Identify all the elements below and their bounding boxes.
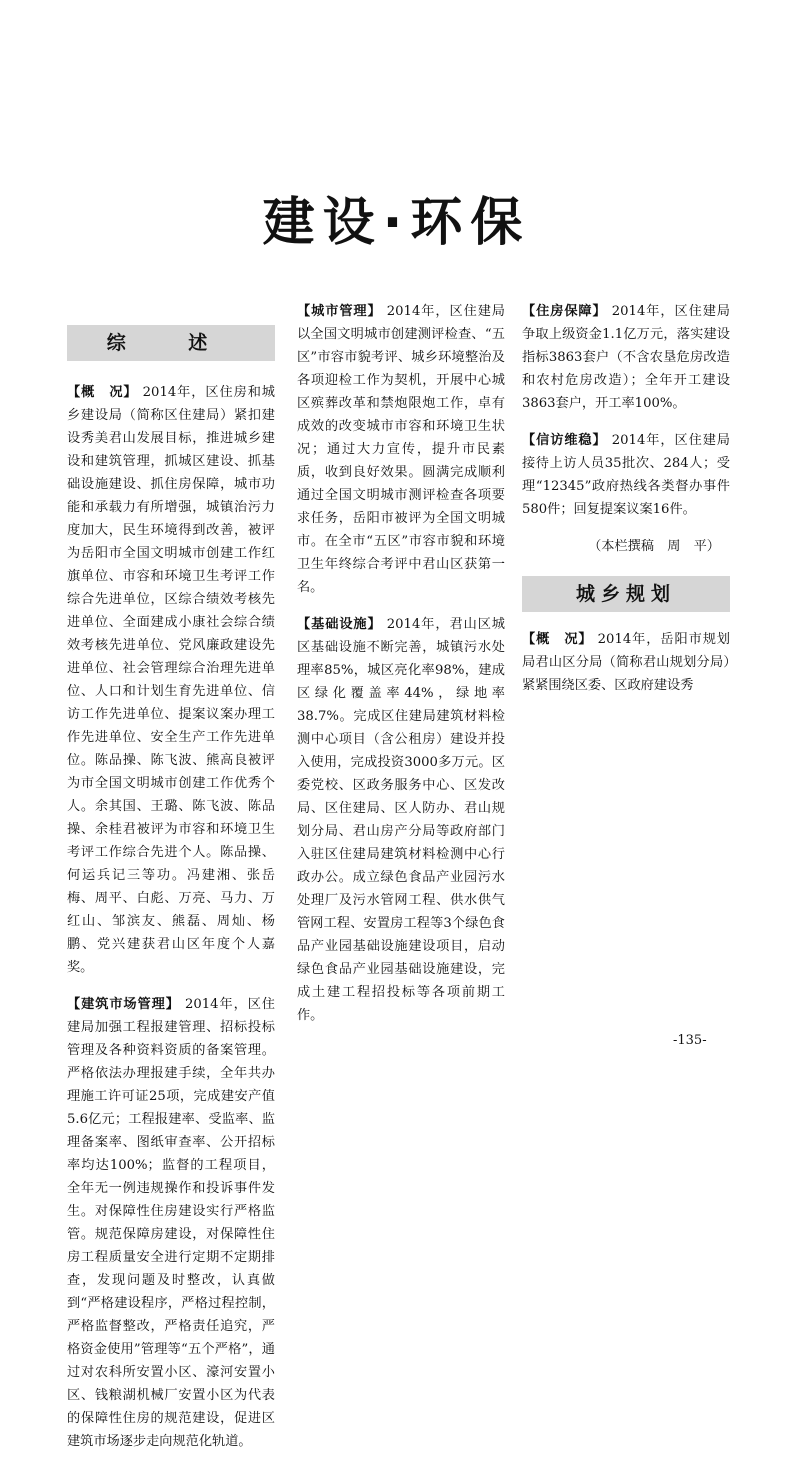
paragraph-petition [522,429,730,521]
paragraph-text: 2014年，区住建局接待上访人员35批次、284人；受理“12345”政府热线各类督办事件580件；回复提案议案16件。 [522,433,730,517]
paragraph-text: 2014年，君山区城区基础设施不断完善，城镇污水处理率85%，城区亮化率98%，建成区绿化覆盖率44%，绿地率38.7%。完成区住建局建筑材料检测中心项目（含公租房）建设并投入使用，完成投资3000多万元。区委党校、区政务服务中心、区发改局、区住建局、区人防办、君山规划分局、君山房产分局等政府部门入驻区住建局建筑材料检测中心行政办公。成立绿色食品产业园污水处理厂及污水管网工程、供水供气管网工程、安置房工程等3个绿色食品产业园基础设施建设项目，启动绿色食品产业园基础设施建设，完成土建工程招投标等各项前期工作。 [297,617,505,1023]
column-1 [67,300,275,1467]
paragraph-text: 2014年，区住建局以全国文明城市创建测评检查、“五区”市容市貌考评、城乡环境整治及各项迎检工作为契机，开展中心城区殡葬改革和禁炮限炮工作，卓有成效的改变城市市容和环境卫生状况；通过大力宣传，提升市民素质，收到良好效果。圆满完成顺利通过全国文明城市测评检查各项要求任务，岳阳市被评为全国文明城市。在全市“五区”市容市貌和环境卫生年终综合考评中君山区获第一名。 [297,304,505,595]
paragraph-text: 2014年，岳阳市规划局君山区分局（简称君山规划分局）紧紧围绕区委、区政府建设秀 [522,632,730,693]
paragraph-overview [67,381,275,979]
paragraph-head: 【基础设施】 [297,617,382,632]
paragraph-text: 2014年，区住房和城乡建设局（简称区住建局）紧扣建设秀美君山发展目标，推进城乡建设和建筑管理，抓城区建设、抓基础设施建设、抓住房保障，城市功能和承载力有所增强，城镇治污力度加大，民生环境得到改善，被评为岳阳市全国文明城市创建工作红旗单位、市容和环境卫生考评工作综合先进单位，区综合绩效考核先进单位、全面建成小康社会综合绩效考核先进单位、党风廉政建设先进单位、社会管理综合治理先进单位、人口和计划生育先进单位、信访工作先进单位、提案议案办理工作先进单位、安全生产工作先进单位。陈品操、陈飞波、熊高良被评为市全国文明城市创建工作优秀个人。余其国、王璐、陈飞波、陈品操、余桂君被评为市容和环境卫生考评工作综合先进个人。陈品操、何运兵记三等功。冯建湘、张岳梅、周平、白彪、万亮、马力、万红山、邹滨友、熊磊、周灿、杨鹏、党兴建获君山区年度个人嘉奖。 [67,385,275,975]
author-credit: （本栏撰稿 周 平） [588,539,720,554]
paragraph-head: 【城市管理】 [297,304,382,319]
page-title: 建设·环保 [262,193,531,253]
paragraph-head: 【建筑市场管理】 [67,997,180,1012]
paragraph-head: 【住房保障】 [522,304,607,319]
paragraph-building-market [67,993,275,1453]
paragraph-head: 【概 况】 [522,632,593,647]
page-number: -135- [673,1033,707,1048]
paragraph-housing [522,300,730,415]
column-3 [522,300,730,711]
column-2 [297,300,505,1041]
section-heading-overview: 综 述 [67,325,275,361]
paragraph-city-management [297,300,505,599]
paragraph-head: 【概 况】 [67,385,138,400]
paragraph-infrastructure [297,613,505,1027]
section-heading-planning: 城乡规划 [522,576,730,612]
paragraph-head: 【信访维稳】 [522,433,607,448]
paragraph-text: 2014年，区住建局加强工程报建管理、招标投标管理及各种资料资质的备案管理。严格依法办理报建手续，全年共办理施工许可证25项，完成建安产值5.6亿元；工程报建率、受监率、监理备案率、图纸审查率、公开招标率均达100%；监督的工程项目，全年无一例违规操作和投诉事件发生。对保障性住房建设实行严格监管。规范保障房建设，对保障性住房工程质量安全进行定期不定期排查，发现问题及时整改，认真做到“严格建设程序，严格过程控制，严格监督整改，严格责任追究，严格资金使用”管理等“五个严格”，通过对农科所安置小区、濠河安置小区、钱粮湖机械厂安置小区为代表的保障性住房的规范建设，促进区建筑市场逐步走向规范化轨道。 [67,997,275,1449]
paragraph-text: 2014年，区住建局争取上级资金1.1亿万元，落实建设指标3863套户（不含农垦危房改造和农村危房改造）；全年开工建设3863套户，开工率100%。 [522,304,730,411]
paragraph-planning-overview [522,628,730,697]
